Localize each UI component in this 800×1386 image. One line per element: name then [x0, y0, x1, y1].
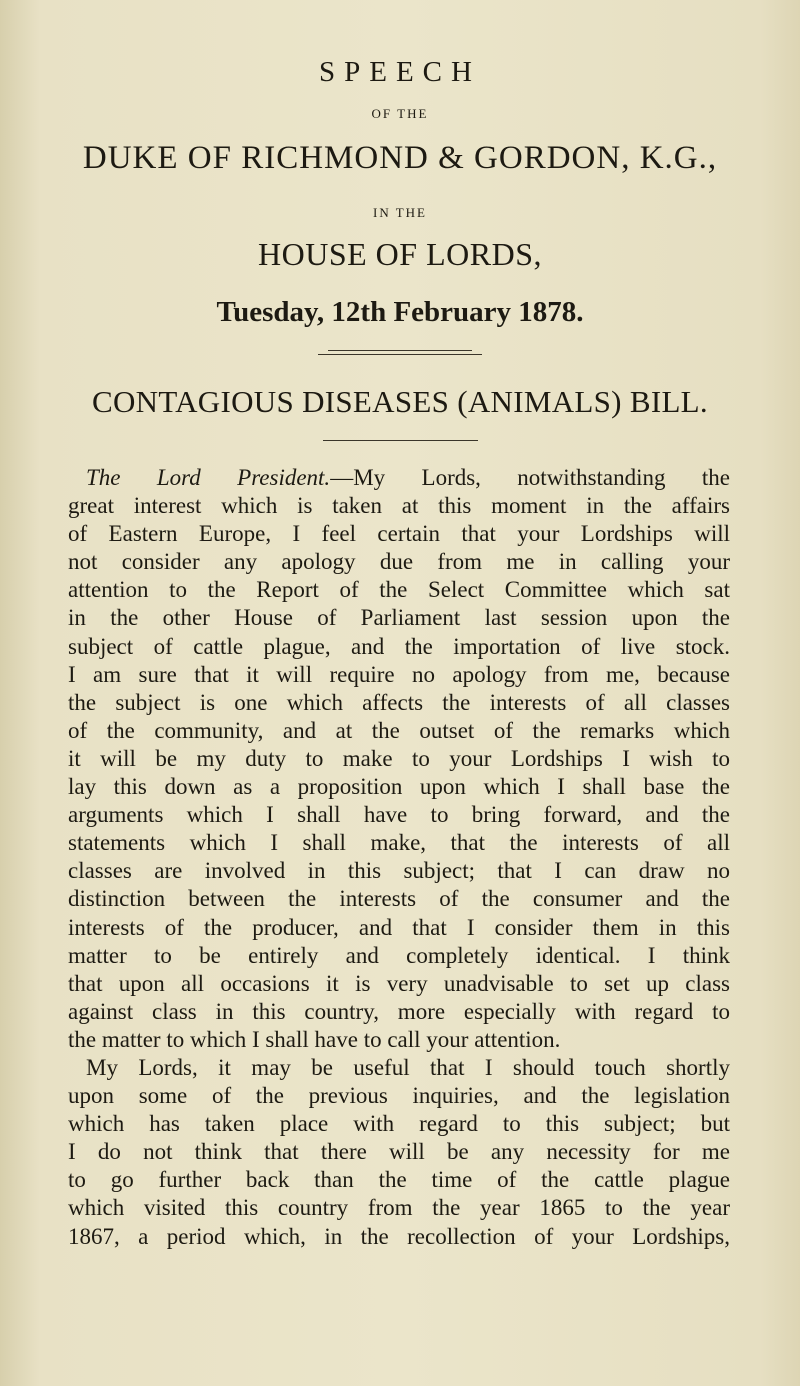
body-line: of Eastern Europe, I feel certain that your Lordships will: [68, 521, 730, 547]
divider-rule: [328, 350, 472, 351]
divider-rule: [323, 440, 478, 441]
body-line: subject of cattle plague, and the importation of live stock.: [68, 633, 730, 659]
body-line: the subject is one which affects the interests of all classes: [68, 689, 730, 715]
speech-heading: SPEECH: [319, 56, 481, 88]
body-line: in the other House of Parliament last session upon the: [68, 605, 730, 631]
body-line: great interest which is taken at this moment in the affairs: [68, 493, 730, 519]
body-line: interests of the producer, and that I consider them in this: [68, 914, 730, 940]
of-the-label: OF THE: [371, 106, 429, 121]
in-the-label: IN THE: [372, 205, 427, 220]
body-line: The Lord President.—My Lords, notwithstanding the: [86, 465, 730, 490]
body-line: of the community, and at the outset of the remarks which: [68, 717, 730, 743]
body-line: lay this down as a proposition upon which I shall base the: [68, 774, 730, 800]
speaker-label: The Lord President.: [86, 465, 331, 490]
date-heading: Tuesday, 12th February 1878.: [216, 296, 584, 328]
body-line: to go further back than the time of the cattle plague: [68, 1167, 730, 1193]
body-line: which has taken place with regard to this subject; but: [68, 1111, 730, 1137]
body-line: distinction between the interests of the consumer and the: [68, 886, 730, 912]
body-line: against class in this country, more especially with regard to: [68, 998, 730, 1024]
divider-rule: [318, 354, 482, 355]
body-line: arguments which I shall have to bring forward, and the: [68, 802, 730, 828]
bill-title: CONTAGIOUS DISEASES (ANIMALS) BILL.: [92, 384, 708, 419]
body-line: it will be my duty to make to your Lordships I wish to: [68, 745, 730, 771]
speaker-name-heading: DUKE OF RICHMOND & GORDON, K.G.,: [82, 140, 718, 176]
body-line: I am sure that it will require no apology from me, because: [68, 661, 730, 687]
body-line: that upon all occasions it is very unadvisable to set up class: [68, 970, 730, 996]
house-heading: HOUSE OF LORDS,: [258, 236, 542, 272]
body-line: not consider any apology due from me in calling your: [68, 549, 730, 575]
body-line: 1867, a period which, in the recollection of your Lordships,: [68, 1223, 730, 1249]
body-line: the matter to which I shall have to call your attention.: [68, 1026, 561, 1052]
body-line: attention to the Report of the Select Committee which sat: [68, 577, 730, 603]
body-line: statements which I shall make, that the interests of all: [68, 830, 730, 856]
body-line: upon some of the previous inquiries, and the legislation: [68, 1083, 730, 1109]
body-line: I do not think that there will be any necessity for me: [68, 1139, 730, 1165]
body-line: matter to be entirely and completely identical. I think: [68, 942, 730, 968]
body-line: classes are involved in this subject; that I can draw no: [68, 858, 730, 884]
body-line: My Lords, it may be useful that I should touch shortly: [86, 1054, 730, 1080]
body-line: which visited this country from the year 1865 to the year: [68, 1195, 730, 1221]
speech-body: [68, 464, 730, 1251]
